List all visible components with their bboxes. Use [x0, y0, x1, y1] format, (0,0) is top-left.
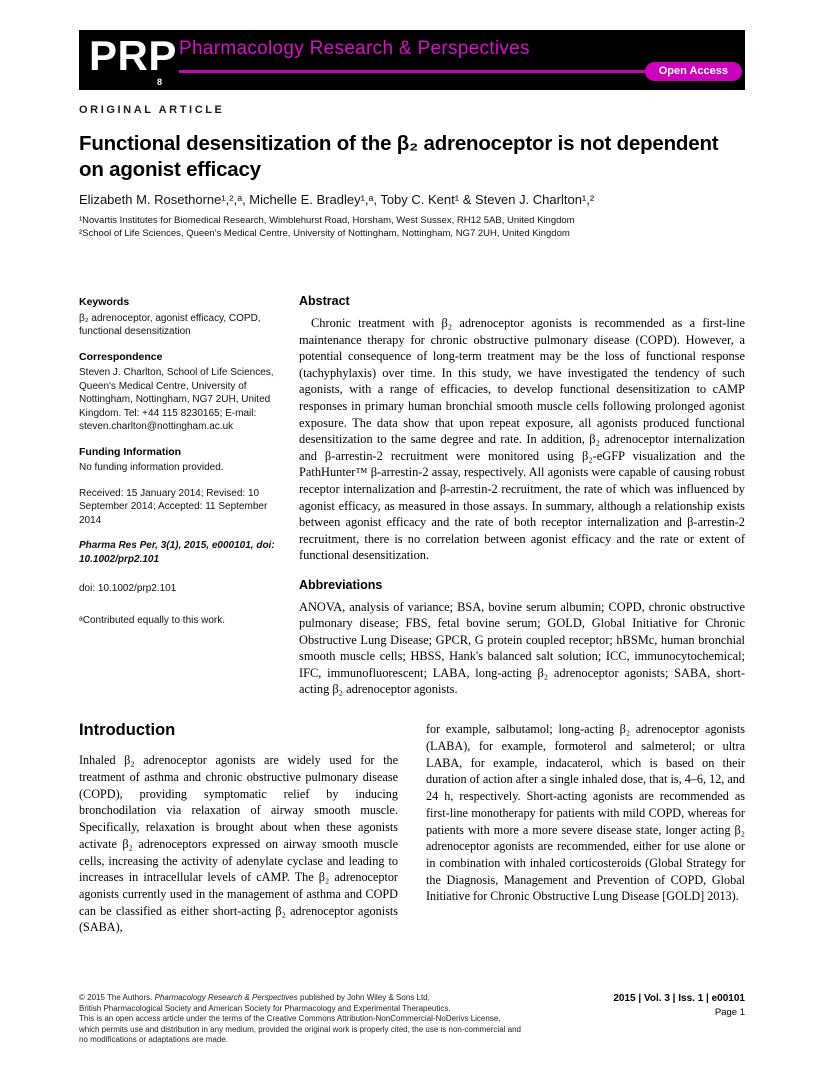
introduction-column-1: [79, 721, 398, 936]
keywords-heading: Keywords: [79, 296, 130, 308]
citation-line: Pharma Res Per, 3(1), 2015, e000101, doi: 10.1002/prp2.101: [79, 540, 275, 565]
license-line-1: This is an open access article under the terms of the Creative Commons Attribution-NonCommercial-NoDerivs License,: [79, 1014, 501, 1023]
introduction-column-2: [426, 721, 745, 936]
affiliation-2: ²School of Life Sciences, Queen's Medical Centre, University of Nottingham, Nottingham, NG7 2UH, United Kingdom: [79, 228, 570, 239]
prp-logo: [89, 32, 177, 87]
article-title: Functional desensitization of the β₂ adrenoceptor is not dependent on agonist efficacy: [79, 132, 719, 181]
affiliation-1: ¹Novartis Institutes for Biomedical Research, Wimblehurst Road, Horsham, West Sussex, RH12 5AB, United Kingdom: [79, 215, 575, 226]
open-access-badge: Open Access: [645, 62, 742, 81]
page-footer: [79, 993, 745, 1046]
correspondence-text: Steven J. Charlton, School of Life Sciences, Queen's Medical Centre, University of Nottingham, Nottingham, NG7 2UH, United Kingdom. Tel: +44 115 8230165; E-mail: steven.charlton@nottingham.ac.uk: [79, 367, 274, 432]
abstract-heading: Abstract: [299, 294, 350, 308]
article-type-kicker: ORIGINAL ARTICLE: [79, 104, 225, 116]
introduction-section: [79, 721, 745, 936]
journal-name: Pharmacology Research & Perspectives: [179, 38, 530, 59]
funding-text: No funding information provided.: [79, 462, 224, 473]
equal-contribution-note: ᵃContributed equally to this work.: [79, 614, 226, 626]
license-line-2: which permits use and distribution in any medium, provided the original work is properly cited, the use is non-commercial and: [79, 1024, 521, 1034]
copyright-line-2: British Pharmacological Society and American Society for Pharmacology and Experimental Therapeutics.: [79, 1003, 451, 1013]
received-revised-accepted: Received: 15 January 2014; Revised: 10 September 2014; Accepted: 11 September 2014: [79, 487, 268, 526]
author-list: Elizabeth M. Rosethorne¹,²,ᵃ, Michelle E. Bradley¹,ᵃ, Toby C. Kent¹ & Steven J. Charlton¹,²: [79, 192, 595, 207]
article-content: [79, 104, 745, 936]
info-section: [79, 294, 745, 697]
page-number: Page 1: [714, 1007, 745, 1018]
introduction-heading: Introduction: [79, 721, 176, 740]
copyright-line-1: [79, 993, 521, 1004]
copyright-prefix: © 2015 The Authors.: [79, 993, 155, 1002]
correspondence-heading: Correspondence: [79, 350, 163, 363]
abstract-section: [299, 294, 745, 697]
abstract-text: Chronic treatment with β₂ adrenoceptor agonists is recommended as a first-line maintenance therapy for chronic obstructive pulmonary disease (COPD). However, a potential consequence of long-term treatment may be the loss of functional response (tachyphylaxis) over time. In this study, we have investigated the tendency of such agonists, with a range of efficacies, to develop functional desensitization to cAMP responses in primary human bronchial smooth muscle cells following prolonged agonist exposure. The data show that upon repeat exposure, all agonists produced functional desensitization to the same degree and rate. In addition, β₂ adrenoceptor internalization and β-arrestin-2 recruitment were monitored using β₂-eGFP visualization and the PathHunter™ β-arrestin-2 assay, respectively. All agonists were capable of causing robust receptor internalization and β-arrestin-2 recruitment, the rate of which was influenced by agonist efficacy, as measured in those assays. In summary, although a relationship exists between agonist efficacy and the rate of both receptor internalization and β-arrestin-2 recruitment, there is no correlation between agonist efficacy and the rate or extent of functional desensitization.: [299, 316, 745, 563]
license-line-3: no modifications or adaptations are made.: [79, 1035, 228, 1044]
issue-block: [613, 993, 745, 1046]
prp-logo-text: PRP: [89, 32, 177, 79]
abbreviations-heading: Abbreviations: [299, 577, 383, 592]
doi-line: doi: 10.1002/prp2.101: [79, 583, 177, 594]
copyright-block: [79, 993, 521, 1046]
copyright-journal-name: Pharmacology Research & Perspectives: [154, 993, 298, 1002]
journal-banner: [79, 30, 745, 90]
introduction-text-col2: for example, salbutamol; long-acting β₂ adrenoceptor agonists (LABA), for example, formoterol and salmeterol; or ultra LABA, for example, indacaterol, which is based on their duration of action after a single inhaled dose, that is, 4–6, 12, and 24 h, respectively. Short-acting agonists are recommended as first-line monotherapy for patients with mild COPD, whereas for patients with more a more severe disease state, longer acting β₂ adrenoceptor agonists are recommended, either for use alone or in combination with inhaled corticosteroids (Global Strategy for the Diagnosis, Management and Prevention of COPD, Global Initiative for Chronic Obstructive Lung Disease [GOLD] 2013).: [426, 722, 745, 904]
abbreviations-text: ANOVA, analysis of variance; BSA, bovine serum albumin; COPD, chronic obstructive pulmonary disease; FBS, fetal bovine serum; GOLD, Global Initiative for Chronic Obstructive Lung Disease; GPCR, G protein coupled receptor; hBSMc, human bronchial smooth muscle cells; HBSS, Hank's balanced salt solution; ICC, immunocytochemical; IFC, immunofluorescent; LABA, long-acting β₂ adrenoceptor agonists; SABA, short-acting β₂ adrenoceptor agonists.: [299, 599, 745, 696]
issue-info: 2015 | Vol. 3 | Iss. 1 | e00101: [613, 993, 745, 1004]
prp-logo-subscript: 8: [157, 77, 163, 87]
affiliations: [79, 214, 745, 240]
funding-heading: Funding Information: [79, 445, 182, 458]
keywords-text: β₂ adrenoceptor, agonist efficacy, COPD, functional desensitization: [79, 312, 261, 337]
copyright-suffix: published by John Wiley & Sons Ltd,: [297, 993, 430, 1002]
introduction-text-col1: Inhaled β₂ adrenoceptor agonists are widely used for the treatment of asthma and chronic obstructive pulmonary disease (COPD), providing symptomatic relief by inducing bronchodilation via relaxation of airway smooth muscle. Specifically, relaxation is brought about when these agonists activate β₂ adrenoceptors expressed on airway smooth muscle cells, increasing the activity of adenylate cyclase and leading to increases in intracellular levels of cAMP. The β₂ adrenoceptor agonists currently used in the management of asthma and COPD can be classified as either short-acting β₂ adrenoceptor agonists (SABA),: [79, 753, 398, 935]
article-sidebar: [79, 294, 277, 697]
